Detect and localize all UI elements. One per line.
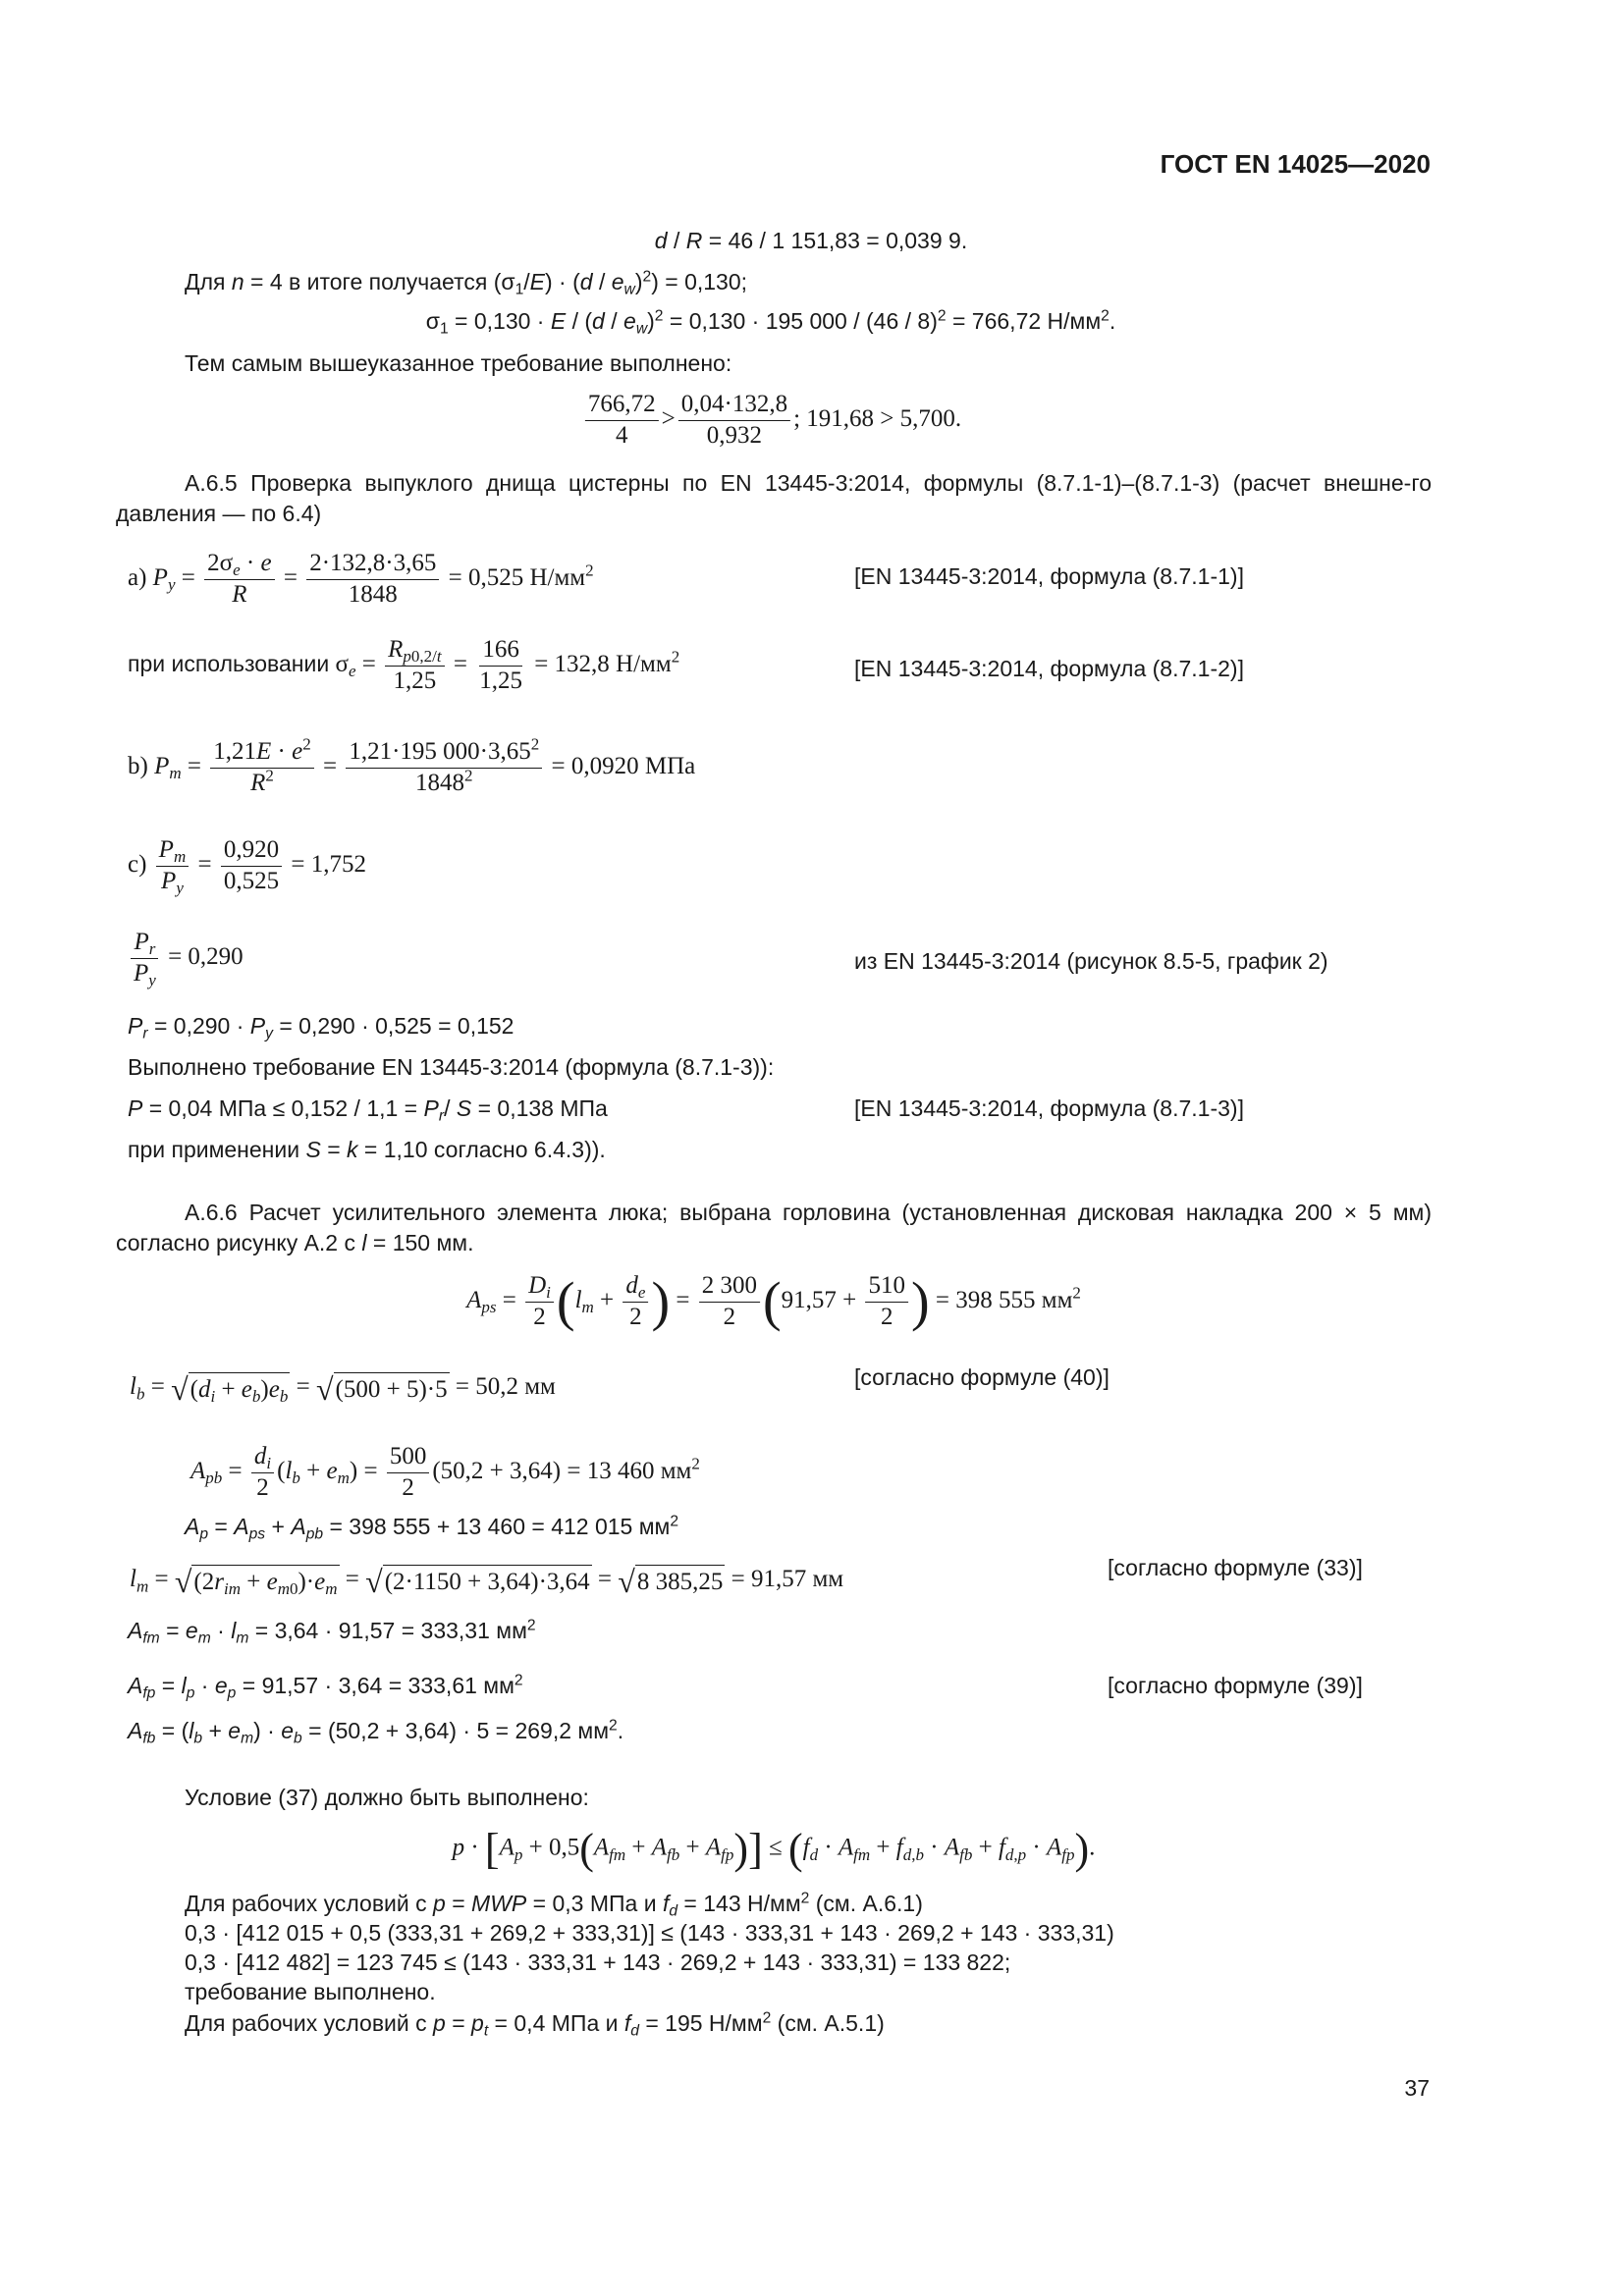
requirement-met-text: Тем самым вышеуказанное требование выполнено: bbox=[185, 350, 732, 376]
section-a66-text: А.6.6 Расчет усилительного элемента люка; выбрана горловина (установленная дисковая накладка 200 × 5 мм) согласно рисунку А.2 с l = 150 мм. bbox=[116, 1200, 1432, 1256]
afb-line: $A_{fb} = (l_b + e_m) \cdot e_b = (50,2 + 3,64) \cdot 5 = 269,2$ $мм^2$. bbox=[128, 1717, 624, 1747]
formula-lb: $l_b$ = √ $(d_i + e_b)e_b$ = √ (500 + 5)·5 = 50,2 мм bbox=[130, 1371, 556, 1407]
pr-py-reference: из EN 13445-3:2014 (рисунок 8.5-5, график 2) bbox=[854, 948, 1328, 974]
formula-sigma-e-reference: [EN 13445-3:2014, формула (8.7.1-2)] bbox=[854, 656, 1244, 681]
formula-sigma-e: при использовании $\sigma_e$ = $\frac{R_{p0,2/t}}{1,25}$ = $\frac{166}{1,25}$ = 132,8 $Н/мм^2$ bbox=[128, 636, 680, 694]
afm-line: $A_{fm} = e_m \cdot l_m = 3,64 \cdot 91,57 = 333,31$ $мм^2$ bbox=[128, 1617, 536, 1647]
s-apply-line: при применении S = k = 1,10 согласно 6.4.3)). bbox=[128, 1137, 606, 1162]
condition-text: Условие (37) должно быть выполнено: bbox=[185, 1785, 589, 1810]
formula-lm: $l_m$ = √ $(2r_{im} + e_{m0})\cdot e_m$ = √ (2·1150 + 3,64)·3,64 = √ 8 385,25 = 91,57 мм bbox=[130, 1564, 844, 1599]
formula-pr-py-ratio: $\frac{P_r}{P_y}$ = 0,290 bbox=[128, 929, 244, 988]
pr-line: $P_r = 0,290 \cdot P_y = 0,290 \cdot 0,525 = 0,152$ bbox=[128, 1013, 514, 1042]
lm-reference: [согласно формуле (33)] bbox=[1108, 1555, 1363, 1580]
calc-line-2: 0,3 · [412 482] = 123 745 ≤ (143 · 333,31 + 143 · 269,2 + 143 · 333,31) = 133 822; bbox=[185, 1949, 1011, 1975]
calc-line-3: требование выполнено. bbox=[185, 1979, 436, 2004]
formula-apb: $A_{pb}$ = $\frac{d_i}{2}$ $(l_b + e_m)$ = $\frac{500}{2}$ (50,2 + 3,64) = 13 460 $мм^2$ bbox=[190, 1443, 700, 1501]
p-check-reference: [EN 13445-3:2014, формула (8.7.1-3)] bbox=[854, 1095, 1244, 1121]
formula-b-pm: b) $P_m$ = $\frac{1,21E \cdot e^2}{R^2}$ = $\frac{1,21\cdot 195 000\cdot 3,65^2}{1848^2}$ = 0,0920 МПа bbox=[128, 734, 696, 796]
requirement-fulfilled-text: Выполнено требование EN 13445-3:2014 (формула (8.7.1-3)): bbox=[128, 1054, 775, 1080]
page-number: 37 bbox=[1404, 2075, 1430, 2101]
dr-line: d / R = 46 / 1 151,83 = 0,039 9. bbox=[654, 228, 968, 253]
work-conditions-1: Для рабочих условий с p = MWP = 0,3 МПа и $f_d = 143$ $Н/мм^2$ (см. А.6.1) bbox=[185, 1890, 923, 1920]
n4-line: Для n = 4 в итоге получается $(\sigma_1/E) \cdot (d / e_w)^2) = 0,130$; bbox=[185, 268, 748, 298]
lb-reference: [согласно формуле (40)] bbox=[854, 1364, 1110, 1390]
ap-line: $A_p = A_{ps} + A_{pb} = 398$ 555 + 13 460 = 412 015 $мм^2$ bbox=[185, 1513, 679, 1543]
p-check-line: P = 0,04 МПа ≤ $0,152 / 1,1 = P_r/$ S = 0,138 МПа bbox=[128, 1095, 608, 1125]
formula-a-reference: [EN 13445-3:2014, формула (8.7.1-1)] bbox=[854, 563, 1244, 589]
inequality-formula: $\frac{766,72}{4}$ > $\frac{0,04\cdot 132,8}{0,932}$ ; 191,68 > 5,700. bbox=[582, 391, 961, 451]
formula-a-py: a) $P_y$ = $\frac{2\sigma_e \cdot e}{R}$ = $\frac{2\cdot 132,8\cdot 3,65}{1848}$ = 0,525 $Н/мм^2$ bbox=[128, 550, 594, 608]
afp-line: $A_{fp} = l_p \cdot e_p = 91,57 \cdot 3,64 = 333,61$ $мм^2$ bbox=[128, 1672, 523, 1702]
section-a65-text: А.6.5 Проверка выпуклого днища цистерны по EN 13445-3:2014, формулы (8.7.1-1)–(8.7.1-3) (расчет внешне-го давления — по 6.4) bbox=[116, 470, 1432, 527]
formula-c-ratio: c) $\frac{P_m}{P_y}$ = $\frac{0,920}{0,525}$ = 1,752 bbox=[128, 836, 366, 897]
work-conditions-2: Для рабочих условий с $p = p_t = 0,4$ МПа и $f_d = 195$ $Н/мм^2$ (см. А.5.1) bbox=[185, 2009, 885, 2040]
formula-aps: $A_{ps}$ = $\frac{D_i}{2}$ ($l_m$ + $\frac{d_e}{2}$ ) = $\frac{2 300}{2}$ (91,57 + $\frac{510}{2}$ ) = 398 555 $мм^2$ bbox=[466, 1271, 1081, 1333]
afp-reference: [согласно формуле (39)] bbox=[1108, 1673, 1363, 1698]
document-id: ГОСТ EN 14025—2020 bbox=[1160, 149, 1431, 179]
condition-formula: $p \cdot [A_p + 0,5(A_{fm} + A_{fb} + A_{fp})] \le (f_d \cdot A_{fm} + f_{d,b} \cdot A_{fb} + f_{d,p} \cdot A_{fp})$. bbox=[452, 1825, 1096, 1873]
sigma1-line: $\sigma_1 = 0,130 \cdot E / (d / e_w)^2 = 0,130 \cdot 195$ 000 / (46 / 8)$^2$ = 766,72 $Н/мм^2$. bbox=[425, 307, 1116, 338]
calc-line-1: 0,3 · [412 015 + 0,5 (333,31 + 269,2 + 333,31)] ≤ (143 · 333,31 + 143 · 269,2 + 143 · 333,31) bbox=[185, 1920, 1114, 1946]
